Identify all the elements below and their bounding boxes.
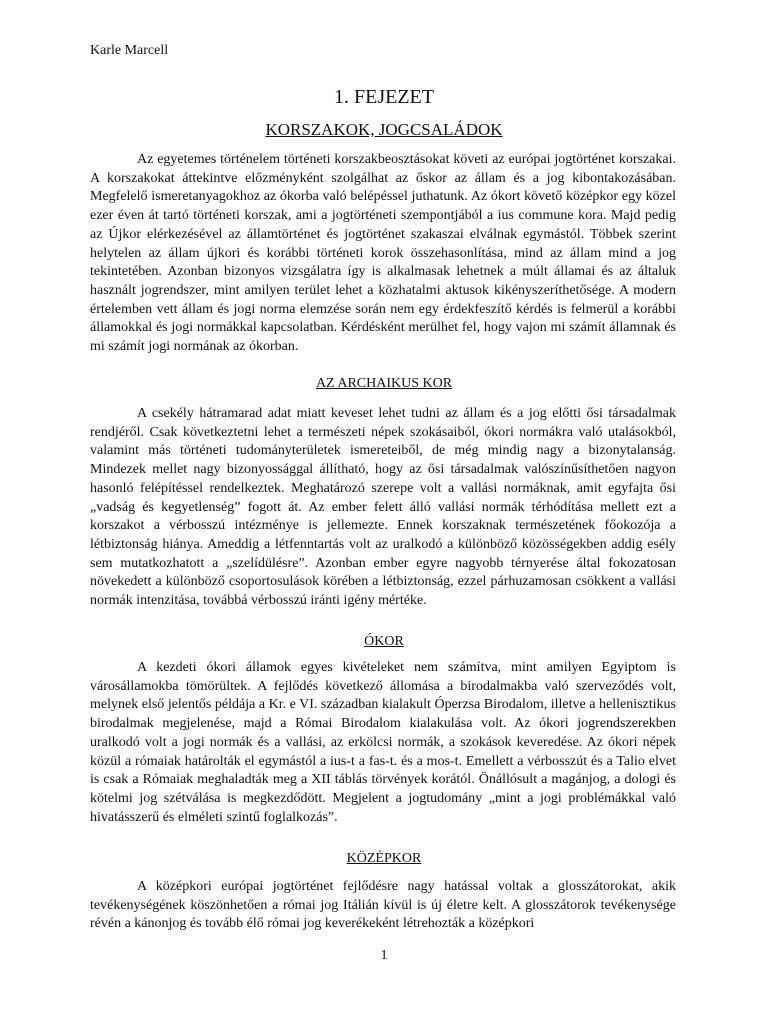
section-heading-middle-ages: KÖZÉPKOR: [346, 851, 422, 866]
section-heading-antiquity: ÓKOR: [364, 634, 404, 649]
intro-paragraph: Az egyetemes történelem történeti korszakbeosztásokat követi az európai jogtörténet korszakai. A korszakokat áttekintve előzményként szolgálhat az őskor az állam és a jog kibontakozásában. Megfelelő ismeretanyagokhoz az ókorba való belépéssel juthatunk. Az ókort követő középkor egy közel ezer éven át tartó történeti korszak, ami a jogtörténeti szempontjából a ius commune kora. Majd pedig az Újkor elérkezésével az államtörténet és jogtörténet szakaszai elválnak egymástól. Többek szerint helytelen az állam újkori és korábbi történeti korok összehasonlítása, mind az állam mind a jog tekintetében. Azonban bizonyos vizsgálatra így is alkalmasak lehetnek a múlt államai és az általuk használt jogrendszer, mint amilyen terület lehet a közhatalmi aktusok kikényszeríthetősége. A modern értelemben vett állam és jogi norma elemzése során nem egy érdekfeszítő kérdés is felmerül a korábbi államokkal és jogi normákkal kapcsolatban. Kérdésként merülhet fel, hogy vajon mi számít államnak és mi számít jogi normának az ókorban.: [90, 152, 676, 355]
page-header-author: Karle Marcell: [90, 43, 169, 58]
chapter-title: KORSZAKOK, JOGCSALÁDOK: [265, 120, 503, 139]
chapter-number: 1. FEJEZET: [334, 86, 434, 108]
page-number: 1: [380, 948, 388, 963]
middle-ages-paragraph: A középkori európai jogtörténet fejlődésre nagy hatással voltak a glosszátorokat, akik tevékenységének köszönhetően a római jog Itálián kívül is új életre kelt. A glosszátorok tevékenysége révén a kánonjog és tovább élő római jog keverékeként létrehozták a középkori: [90, 879, 676, 932]
archaic-paragraph: A csekély hátramarad adat miatt keveset lehet tudni az állam és a jog előtti ősi társadalmak rendjéről. Csak következtetni lehet a természeti népek szokásaiból, ókori normákra való utalásokból, valamint más történeti tudományterületek ismereteiből, de még mindig nagy a bizonytalanság. Mindezek mellet nagy bizonyossággal állítható, hogy az ősi társadalmak valószínűsíthetően nagyon hasonló felépítéssel rendelkeztek. Meghatározó szerepe volt a vallási normáknak, amit egyfajta ősi „vadság és kegyetlenség” fogott át. Az ember felett álló vallási normák térhódítása mellett ezt a korszakot a vérbosszú intézménye is jellemezte. Ennek korszaknak természetének főokozója a létbiztonság hiánya. Ameddig a létfenntartás volt az uralkodó a különböző közösségekben addig esély sem mutatkozhatott a „szelídülésre”. Azonban ember egyre nagyobb térnyerése által fokozatosan növekedett a különböző csoportosulások körében a létbiztonság, ezzel párhuzamosan csökkent a vallási normák intenzitása, továbbá vérbosszú iránti igény mértéke.: [90, 406, 676, 609]
section-heading-archaic: AZ ARCHAIKUS KOR: [315, 376, 453, 391]
antiquity-paragraph: A kezdeti ókori államok egyes kivételeket nem számítva, mint amilyen Egyiptom is városállamokba tömörültek. A fejlődés következő állomása a birodalmakba való szerveződés volt, melynek első jelentős példája a Kr. e VI. században kialakult Óperzsa Birodalom, illetve a hellenisztikus birodalmak megjelenése, majd a Római Birodalom kialakulása volt. Az ókori jogrendszerekben uralkodó volt a jogi normák és a vallási, az erkölcsi normák, a szokások keveredése. Az ókori népek közül a rómaiak határolták el egymástól a ius-t a fas-t. és a mos-t. Emellett a vérbosszút és a Talio elvet is csak a Rómaiak meghaladták meg a XII táblás törvények korától. Önállósult a magánjog, a dologi és kötelmi jog szétválása is megkezdődött. Megjelent a jogtudomány „mint a jogi problémákkal való hivatásszerű és elméleti szintű foglalkozás”.: [90, 660, 676, 825]
